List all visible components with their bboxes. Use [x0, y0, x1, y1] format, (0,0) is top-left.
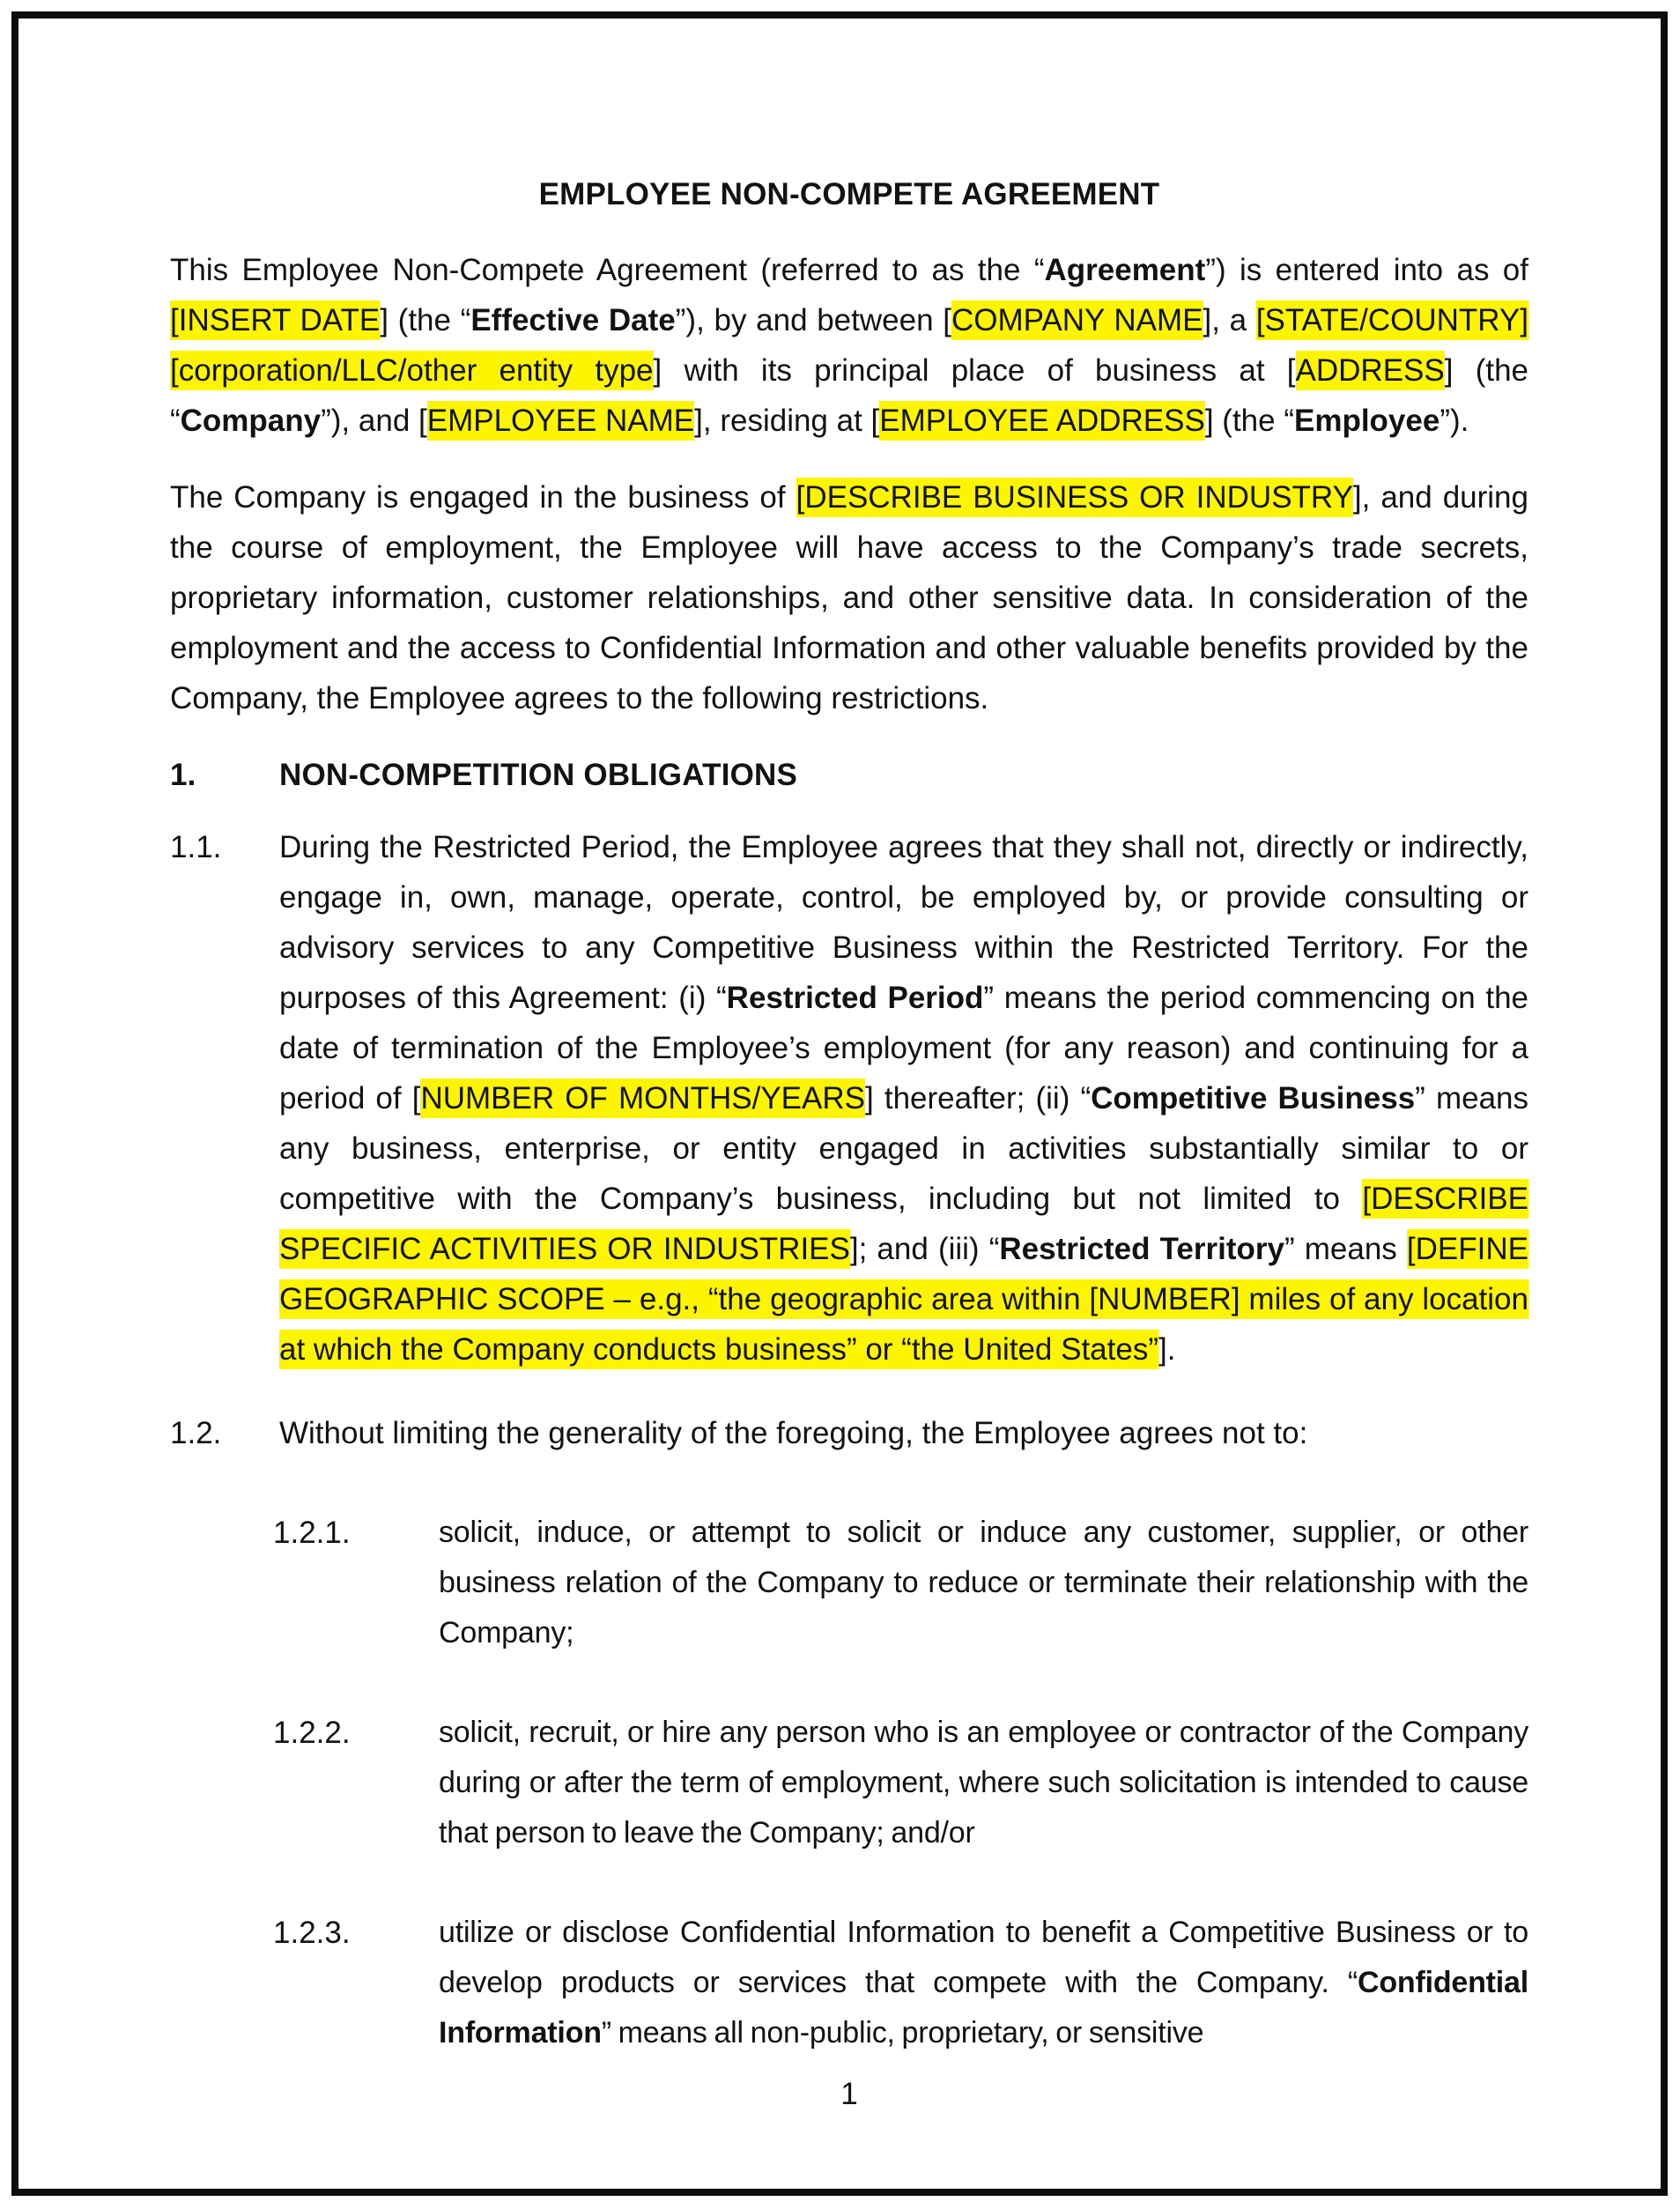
clause-1-2-3 — [170, 1908, 1528, 2058]
clause-1-2-text: Without limiting the generality of the foregoing, the Employee agrees not to: — [279, 1416, 1308, 1450]
section-1-heading — [170, 750, 1528, 800]
clause-1-2-2-number: 1.2.2. — [273, 1716, 351, 1750]
clause-1-1 — [170, 822, 1528, 1375]
clause-1-2-1-text: solicit, induce, or attempt to solicit or induce any customer, supplier, or other business relation of the Company to reduce or terminate their relationship with the Company; — [439, 1516, 1528, 1649]
clause-1-2-3-number: 1.2.3. — [273, 1916, 351, 1950]
clause-1-2-2 — [170, 1708, 1528, 1858]
clause-1-2-2-text: solicit, recruit, or hire any person who is an employee or contractor of the Company during or after the term of employment, where such solicitation is intended to cause that person to leave the Company; and/or — [439, 1716, 1528, 1849]
clause-1-2 — [170, 1408, 1528, 1458]
clause-1-2-1-number: 1.2.1. — [273, 1516, 351, 1550]
clause-1-1-number: 1.1. — [170, 830, 222, 864]
intro-paragraph-1: This Employee Non-Compete Agreement (referred to as the “Agreement”) is entered into as of [INSERT DATE] (the “Effective Date”), by and between [COMPANY NAME], a [STATE/COUNTRY] [corporation/LLC/other entity type] with its principal place of business at [ADDRESS] (the “Company”), and [EMPLOYEE NAME], residing at [EMPLOYEE ADDRESS] (the “Employee”). — [170, 245, 1528, 446]
intro-paragraph-2: The Company is engaged in the business of [DESCRIBE BUSINESS OR INDUSTRY], and during the course of employment, the Employee will have access to the Company’s trade secrets, proprietary information, customer relationships, and other sensitive data. In consideration of the employment and the access to Confidential Information and other valuable benefits provided by the Company, the Employee agrees to the following restrictions. — [170, 472, 1528, 723]
clause-1-1-text: During the Restricted Period, the Employee agrees that they shall not, directly or indirectly, engage in, own, manage, operate, control, be employed by, or provide consulting or advisory services to any Competitive Business within the Restricted Territory. For the purposes of this Agreement: (i) “Restricted Period” means the period commencing on the date of termination of the Employee’s employment (for any reason) and continuing for a period of [NUMBER OF MONTHS/YEARS] thereafter; (ii) “Competitive Business” means any business, enterprise, or entity engaged in activities substantially similar to or competitive with the Company’s business, including but not limited to [DESCRIBE SPECIFIC ACTIVITIES OR INDUSTRIES]; and (iii) “Restricted Territory” means [DEFINE GEOGRAPHIC SCOPE – e.g., “the geographic area within [NUMBER] miles of any location at which the Company conducts business” or “the United States”]. — [279, 822, 1528, 1375]
page-number: 1 — [840, 2077, 858, 2111]
section-1-heading-label: NON-COMPETITION OBLIGATIONS — [279, 758, 798, 792]
section-1-number: 1. — [170, 758, 196, 792]
clause-1-2-3-text: utilize or disclose Confidential Information to benefit a Competitive Business or to develop products or services that compete with the Company. “Confidential Information” means all non-public, proprietary, or sensitive — [439, 1916, 1528, 2050]
clause-1-2-1 — [170, 1508, 1528, 1658]
document-title: EMPLOYEE NON-COMPETE AGREEMENT — [538, 177, 1160, 211]
document-content — [170, 169, 1528, 2058]
clause-1-2-number: 1.2. — [170, 1416, 222, 1450]
